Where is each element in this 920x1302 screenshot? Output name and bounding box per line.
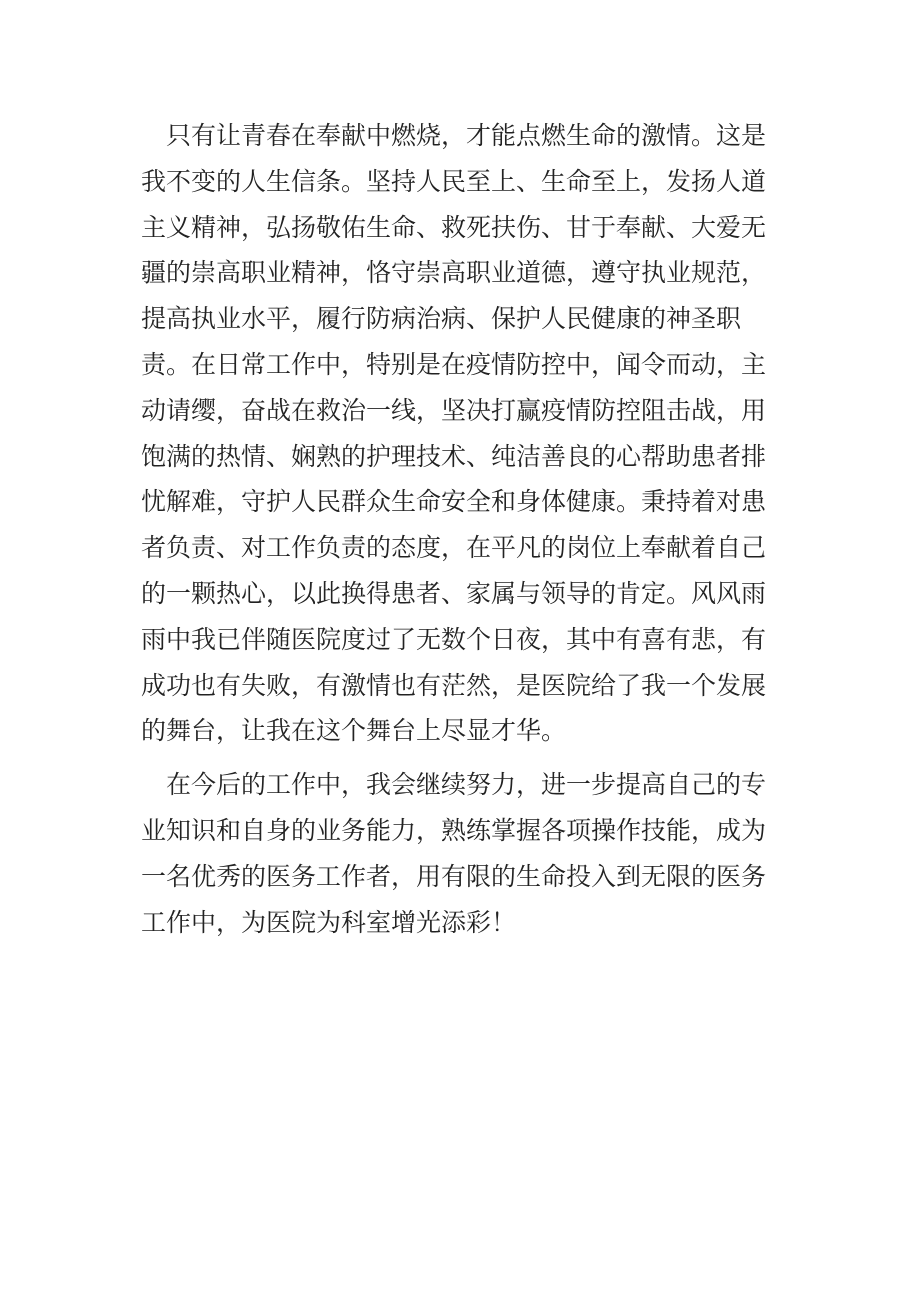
text-line: 的一颗热心，以此换得患者、家属与领导的肯定。风风雨	[141, 578, 767, 608]
text-line: 忧解难，守护人民群众生命安全和身体健康。秉持着对患	[141, 487, 767, 517]
text-line: 的舞台，让我在这个舞台上尽显才华。	[141, 716, 567, 746]
text-line: 在今后的工作中，我会继续努力，进一步提高自己的专	[141, 770, 767, 800]
text-line: 我不变的人生信条。坚持人民至上、生命至上，发扬人道	[141, 166, 767, 196]
text-line: 只有让青春在奉献中燃烧，才能点燃生命的激情。这是	[141, 121, 767, 150]
document-body	[141, 113, 781, 945]
text-line: 动请缨，奋战在救治一线，坚决打赢疫情防控阻击战，用	[141, 395, 767, 425]
text-line: 主义精神，弘扬敬佑生命、救死扶伤、甘于奉献、大爱无	[141, 212, 767, 242]
text-line: 雨中我已伴随医院度过了无数个日夜，其中有喜有悲，有	[141, 624, 767, 654]
text-line: 疆的崇高职业精神，恪守崇高职业道德，遵守执业规范，	[141, 258, 767, 288]
text-line: 成功也有失败，有激情也有茫然，是医院给了我一个发展	[141, 670, 767, 700]
text-line: 工作中，为医院为科室增光添彩！	[141, 907, 517, 937]
text-line: 业知识和自身的业务能力，熟练掌握各项操作技能，成为	[141, 815, 767, 845]
text-line: 饱满的热情、娴熟的护理技术、纯洁善良的心帮助患者排	[141, 441, 767, 471]
paragraph-1	[141, 113, 781, 754]
paragraph-2	[141, 762, 781, 945]
text-line: 一名优秀的医务工作者，用有限的生命投入到无限的医务	[141, 861, 767, 891]
paragraph-spacer	[141, 754, 781, 762]
text-line: 者负责、对工作负责的态度，在平凡的岗位上奉献着自己	[141, 533, 767, 563]
text-line: 责。在日常工作中，特别是在疫情防控中，闻令而动，主	[141, 349, 767, 379]
text-line: 提高执业水平，履行防病治病、保护人民健康的神圣职	[141, 304, 742, 334]
